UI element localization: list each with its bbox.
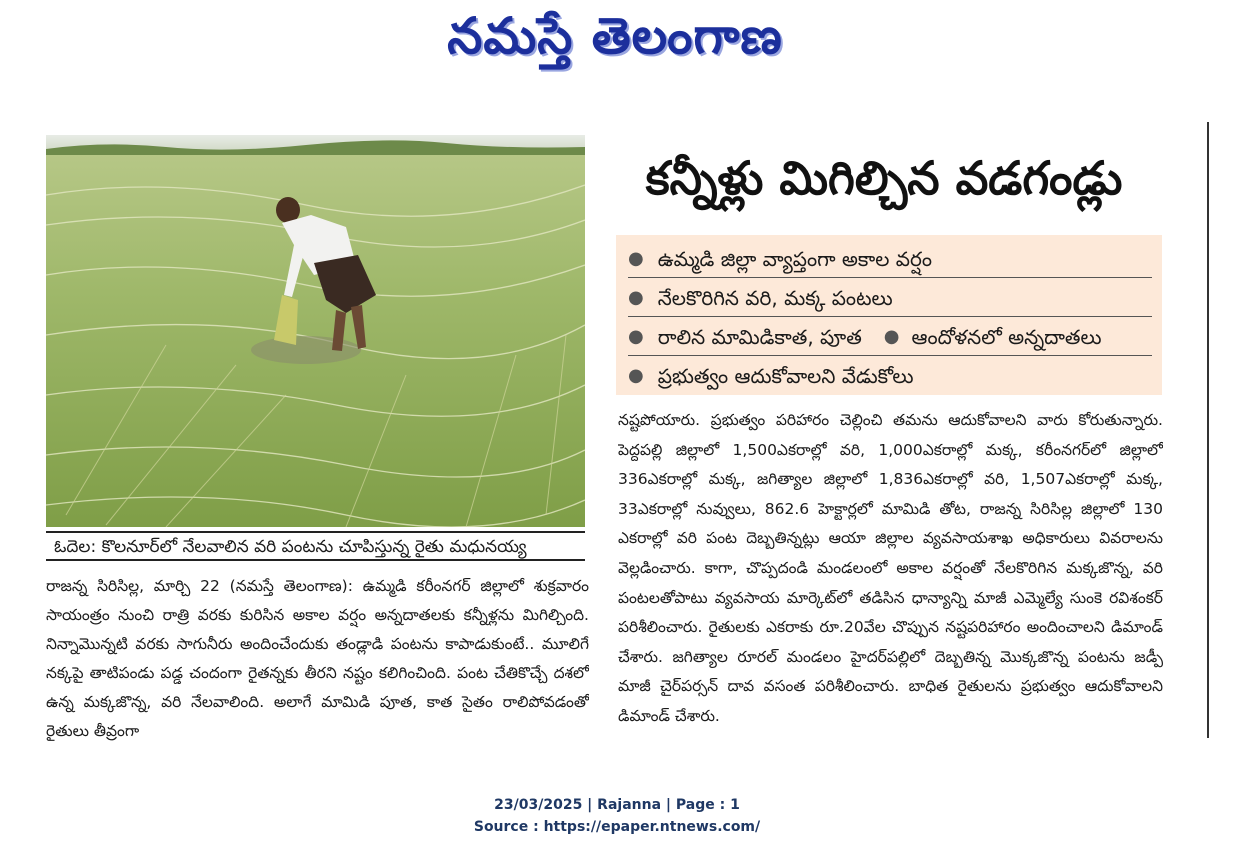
- highlight-text: ఉమ్మడి జిల్లా వ్యాప్తంగా అకాల వర్షం: [657, 247, 932, 271]
- page-footer: [0, 794, 1234, 838]
- highlight-text: ఆందోళనలో అన్నదాతలు: [911, 325, 1102, 349]
- highlight-text: రాలిన మామిడికాత, పూత: [657, 325, 862, 349]
- photo-caption: ఓదెల: కొలనూర్‌లో నేలవాలిన వరి పంటను చూపిస్తున్న రైతు మధునయ్య: [46, 531, 585, 561]
- highlight-text: ప్రభుత్వం ఆదుకోవాలని వేడుకోలు: [657, 364, 914, 388]
- highlight-item: [628, 241, 1152, 278]
- article-body-right: నష్టపోయారు. ప్రభుత్వం పరిహారం చెల్లించి తమను ఆదుకోవాలని వారు కోరుతున్నారు. పెద్దపల్లి జిల్లాలో 1,500ఎకరాల్లో వరి, 1,000ఎకరాల్లో మక్క, కరీంనగర్‌లో జిల్లాలో 336ఎకరాల్లో మక్క, జగిత్యాల జిల్లాలో 1,836ఎకరాల్లో వరి, 1,507ఎకరాల్లో మక్క, 33ఎకరాల్లో నువ్వులు, 862.6 హెక్టార్లలో మామిడి తోట, రాజన్న సిరిసిల్ల జిల్లాలో 130 ఎకరాల్లో వరి పంట దెబ్బతిన్నట్లు ఆయా జిల్లాల వ్యవసాయశాఖ అధికారులు వివరాలను వెల్లడించారు. కాగా, చొప్పదండి మండలంలో అకాల వర్షంతో నేలకొరిగిన మక్కజొన్న, వరి పంటలతోపాటు వ్యవసాయ మార్కెట్‌లో తడిసిన ధాన్యాన్ని మాజీ ఎమ్మెల్యే సుంకె రవిశంకర్ పరిశీలించారు. రైతులకు ఎకరాకు రూ.20వేల చొప్పున నష్టపరిహారం అందించాలని డిమాండ్ చేశారు. జగిత్యాల రూరల్ మండలం హైదర్‌పల్లిలో దెబ్బతిన్న మొక్కజొన్న పంటను జడ్పీ మాజీ చైర్‌పర్సన్ దావ వసంత పరిశీలించారు. బాధిత రైతులను ప్రభుత్వం ఆదుకోవాలని డిమాండ్ చేశారు.: [618, 411, 1163, 725]
- highlights-box: [616, 235, 1162, 395]
- highlight-text: నేలకొరిగిన వరి, మక్క పంటలు: [657, 286, 893, 310]
- news-photo: [46, 135, 585, 527]
- column-rule: [1207, 122, 1209, 738]
- highlight-item: [628, 280, 1152, 317]
- footer-source-link[interactable]: Source : https://epaper.ntnews.com/: [473, 819, 761, 835]
- bullet-icon: ●: [628, 326, 644, 347]
- bullet-icon: ●: [628, 248, 644, 269]
- highlight-item: [628, 319, 1152, 356]
- bullet-icon: ●: [628, 365, 644, 386]
- bullet-icon: ●: [883, 326, 900, 347]
- highlight-item: [628, 358, 1152, 394]
- article-body-left: రాజన్న సిరిసిల్ల, మార్చి 22 (నమస్తే తెలంగాణ): ఉమ్మడి కరీంనగర్ జిల్లాలో శుక్రవారం సాయంత్రం నుంచి రాత్రి వరకు కురిసిన అకాల వర్షం అన్నదాతలకు కన్నీళ్లను మిగిల్చింది. నిన్నామొన్నటి వరకు సాగునీరు అందించేందుకు తండ్లాడి పంటను కాపాడుకుంటే.. మూలిగే నక్కపై తాటిపండు పడ్డ చందంగా రైతన్నకు తీరని నష్టం కలిగించింది. పంట చేతికొచ్చే దశలో ఉన్న మక్కజొన్న, వరి నేలవాలింది. అలాగే మామిడి పూత, కాత సైతం రాలిపోవడంతో రైతులు తీవ్రంగా: [46, 577, 589, 740]
- masthead-logo: [400, 6, 830, 78]
- masthead-title: నమస్తే తెలంగాణ: [447, 6, 783, 65]
- footer-date-line: 23/03/2025 | Rajanna | Page : 1: [494, 797, 740, 813]
- bullet-icon: ●: [628, 287, 644, 308]
- headline: కన్నీళ్లు మిగిల్చిన వడగండ్లు: [645, 151, 1123, 205]
